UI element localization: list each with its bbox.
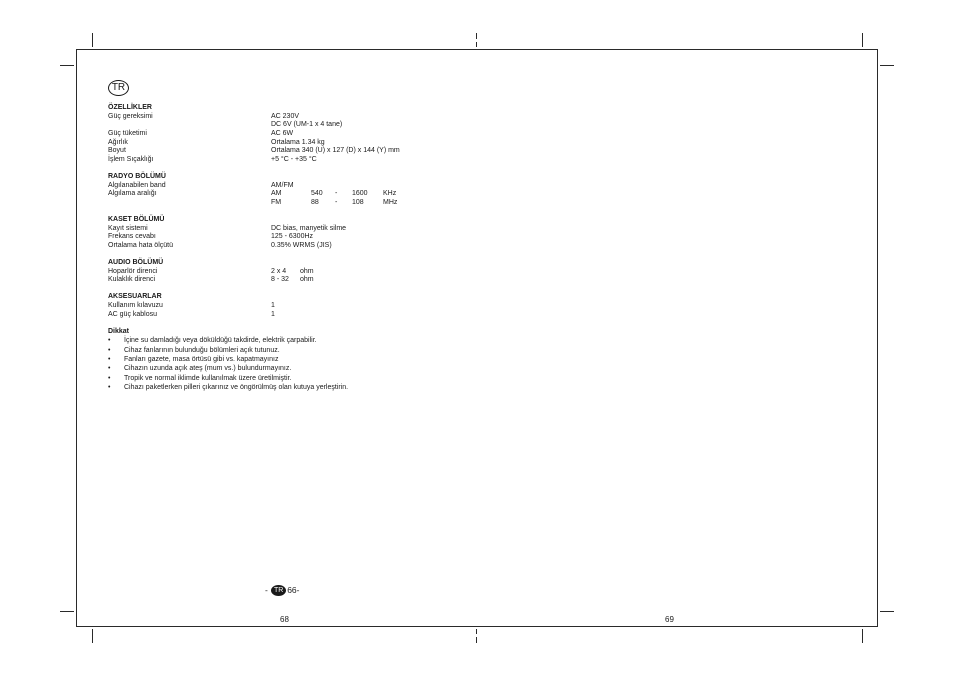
caution-item: Cihaz fanlarının bulunduğu bölümleri açık tutunuz.	[124, 347, 280, 354]
caution-item: Cihazı paketlerken pilleri çıkarınız ve öngörülmüş olan kutuya yerleştirin.	[124, 384, 349, 391]
spec-label: Kayıt sistemi	[108, 225, 148, 232]
center-mark	[476, 637, 477, 643]
spec-value: AC 230V	[271, 113, 300, 120]
crop-mark	[862, 629, 863, 643]
page-number-right: 69	[665, 615, 674, 624]
crop-mark	[880, 65, 894, 66]
footer-page-number: 66-	[287, 585, 300, 595]
bullet-icon: •	[108, 375, 111, 382]
center-mark	[476, 42, 477, 47]
bullet-icon: •	[108, 347, 111, 354]
center-mark	[476, 629, 477, 634]
cassette-heading: KASET BÖLÜMÜ	[108, 216, 165, 223]
footer-prefix: -	[265, 585, 271, 595]
range-band: AM	[271, 190, 282, 197]
caution-item: Fanları gazete, masa örtüsü gibi vs. kapatmayınız	[124, 356, 279, 363]
spec-label: Güç tüketimi	[108, 130, 147, 137]
features-heading: ÖZELLİKLER	[108, 104, 152, 111]
spec-label: Güç gereksimi	[108, 113, 153, 120]
spec-value: AC 6W	[271, 130, 294, 137]
spec-label: Hoparlör direnci	[108, 268, 158, 275]
range-unit: KHz	[383, 190, 397, 197]
language-badge: TR	[108, 80, 129, 96]
caution-item: İçine su damladığı veya döküldüğü takdirde, elektrik çarpabilir.	[124, 337, 317, 344]
caution-heading: Dikkat	[108, 328, 130, 335]
spec-unit: ohm	[300, 268, 314, 275]
caution-item: Tropik ve normal iklimde kullanılmak üzere üretilmiştir.	[124, 375, 292, 382]
footer-language-badge: TR	[271, 585, 286, 596]
spec-value: 125 - 6300Hz	[271, 233, 314, 240]
accessories-heading: AKSESUARLAR	[108, 293, 162, 300]
bullet-icon: •	[108, 365, 111, 372]
audio-heading: AUDIO BÖLÜMÜ	[108, 259, 164, 266]
spec-label: Kulaklık direnci	[108, 276, 156, 283]
range-band: FM	[271, 199, 282, 206]
spec-value: 0.35% WRMS (JIS)	[271, 242, 332, 249]
spec-value: DC bias, manyetik silme	[271, 225, 347, 232]
page-number-left: 68	[280, 615, 289, 624]
spec-value: DC 6V (UM-1 x 4 tane)	[271, 121, 343, 128]
bullet-icon: •	[108, 384, 111, 391]
spec-label: Frekans cevabı	[108, 233, 156, 240]
spec-value: 1	[271, 302, 275, 309]
spec-label: Ağırlık	[108, 139, 128, 146]
spec-label: Algılama aralığı	[108, 190, 157, 197]
center-mark	[476, 33, 477, 39]
crop-mark	[60, 611, 74, 612]
bullet-icon: •	[108, 356, 111, 363]
radio-heading: RADYO BÖLÜMÜ	[108, 173, 166, 180]
page-footer	[265, 584, 300, 596]
spec-value: 8 - 32	[271, 276, 289, 283]
crop-mark	[880, 611, 894, 612]
spec-label: Boyut	[108, 147, 126, 154]
range-from: 540	[311, 190, 323, 197]
spec-value: 1	[271, 311, 275, 318]
spec-value: +5 °C - +35 °C	[271, 156, 317, 163]
range-dash: -	[335, 190, 338, 197]
spec-unit: ohm	[300, 276, 314, 283]
range-dash: -	[335, 199, 338, 206]
crop-mark	[862, 33, 863, 47]
crop-mark	[92, 33, 93, 47]
spec-value: Ortalama 1.34 kg	[271, 139, 325, 146]
crop-mark	[92, 629, 93, 643]
range-to: 1600	[352, 190, 368, 197]
spec-label: Ortalama hata ölçütü	[108, 242, 173, 249]
spec-value: AM/FM	[271, 182, 294, 189]
range-to: 108	[352, 199, 364, 206]
bullet-icon: •	[108, 337, 111, 344]
range-unit: MHz	[383, 199, 398, 206]
crop-mark	[60, 65, 74, 66]
spec-value: Ortalama 340 (U) x 127 (D) x 144 (Y) mm	[271, 147, 400, 154]
spec-label: Algılanabilen band	[108, 182, 166, 189]
spec-label: Kullanım kılavuzu	[108, 302, 163, 309]
spec-value: 2 x 4	[271, 268, 287, 275]
range-from: 88	[311, 199, 319, 206]
spec-label: AC güç kablosu	[108, 311, 158, 318]
caution-item: Cihazın uzunda açık ateş (mum vs.) bulundurmayınız.	[124, 365, 292, 372]
spec-label: İşlem Sıçaklığı	[108, 156, 154, 163]
